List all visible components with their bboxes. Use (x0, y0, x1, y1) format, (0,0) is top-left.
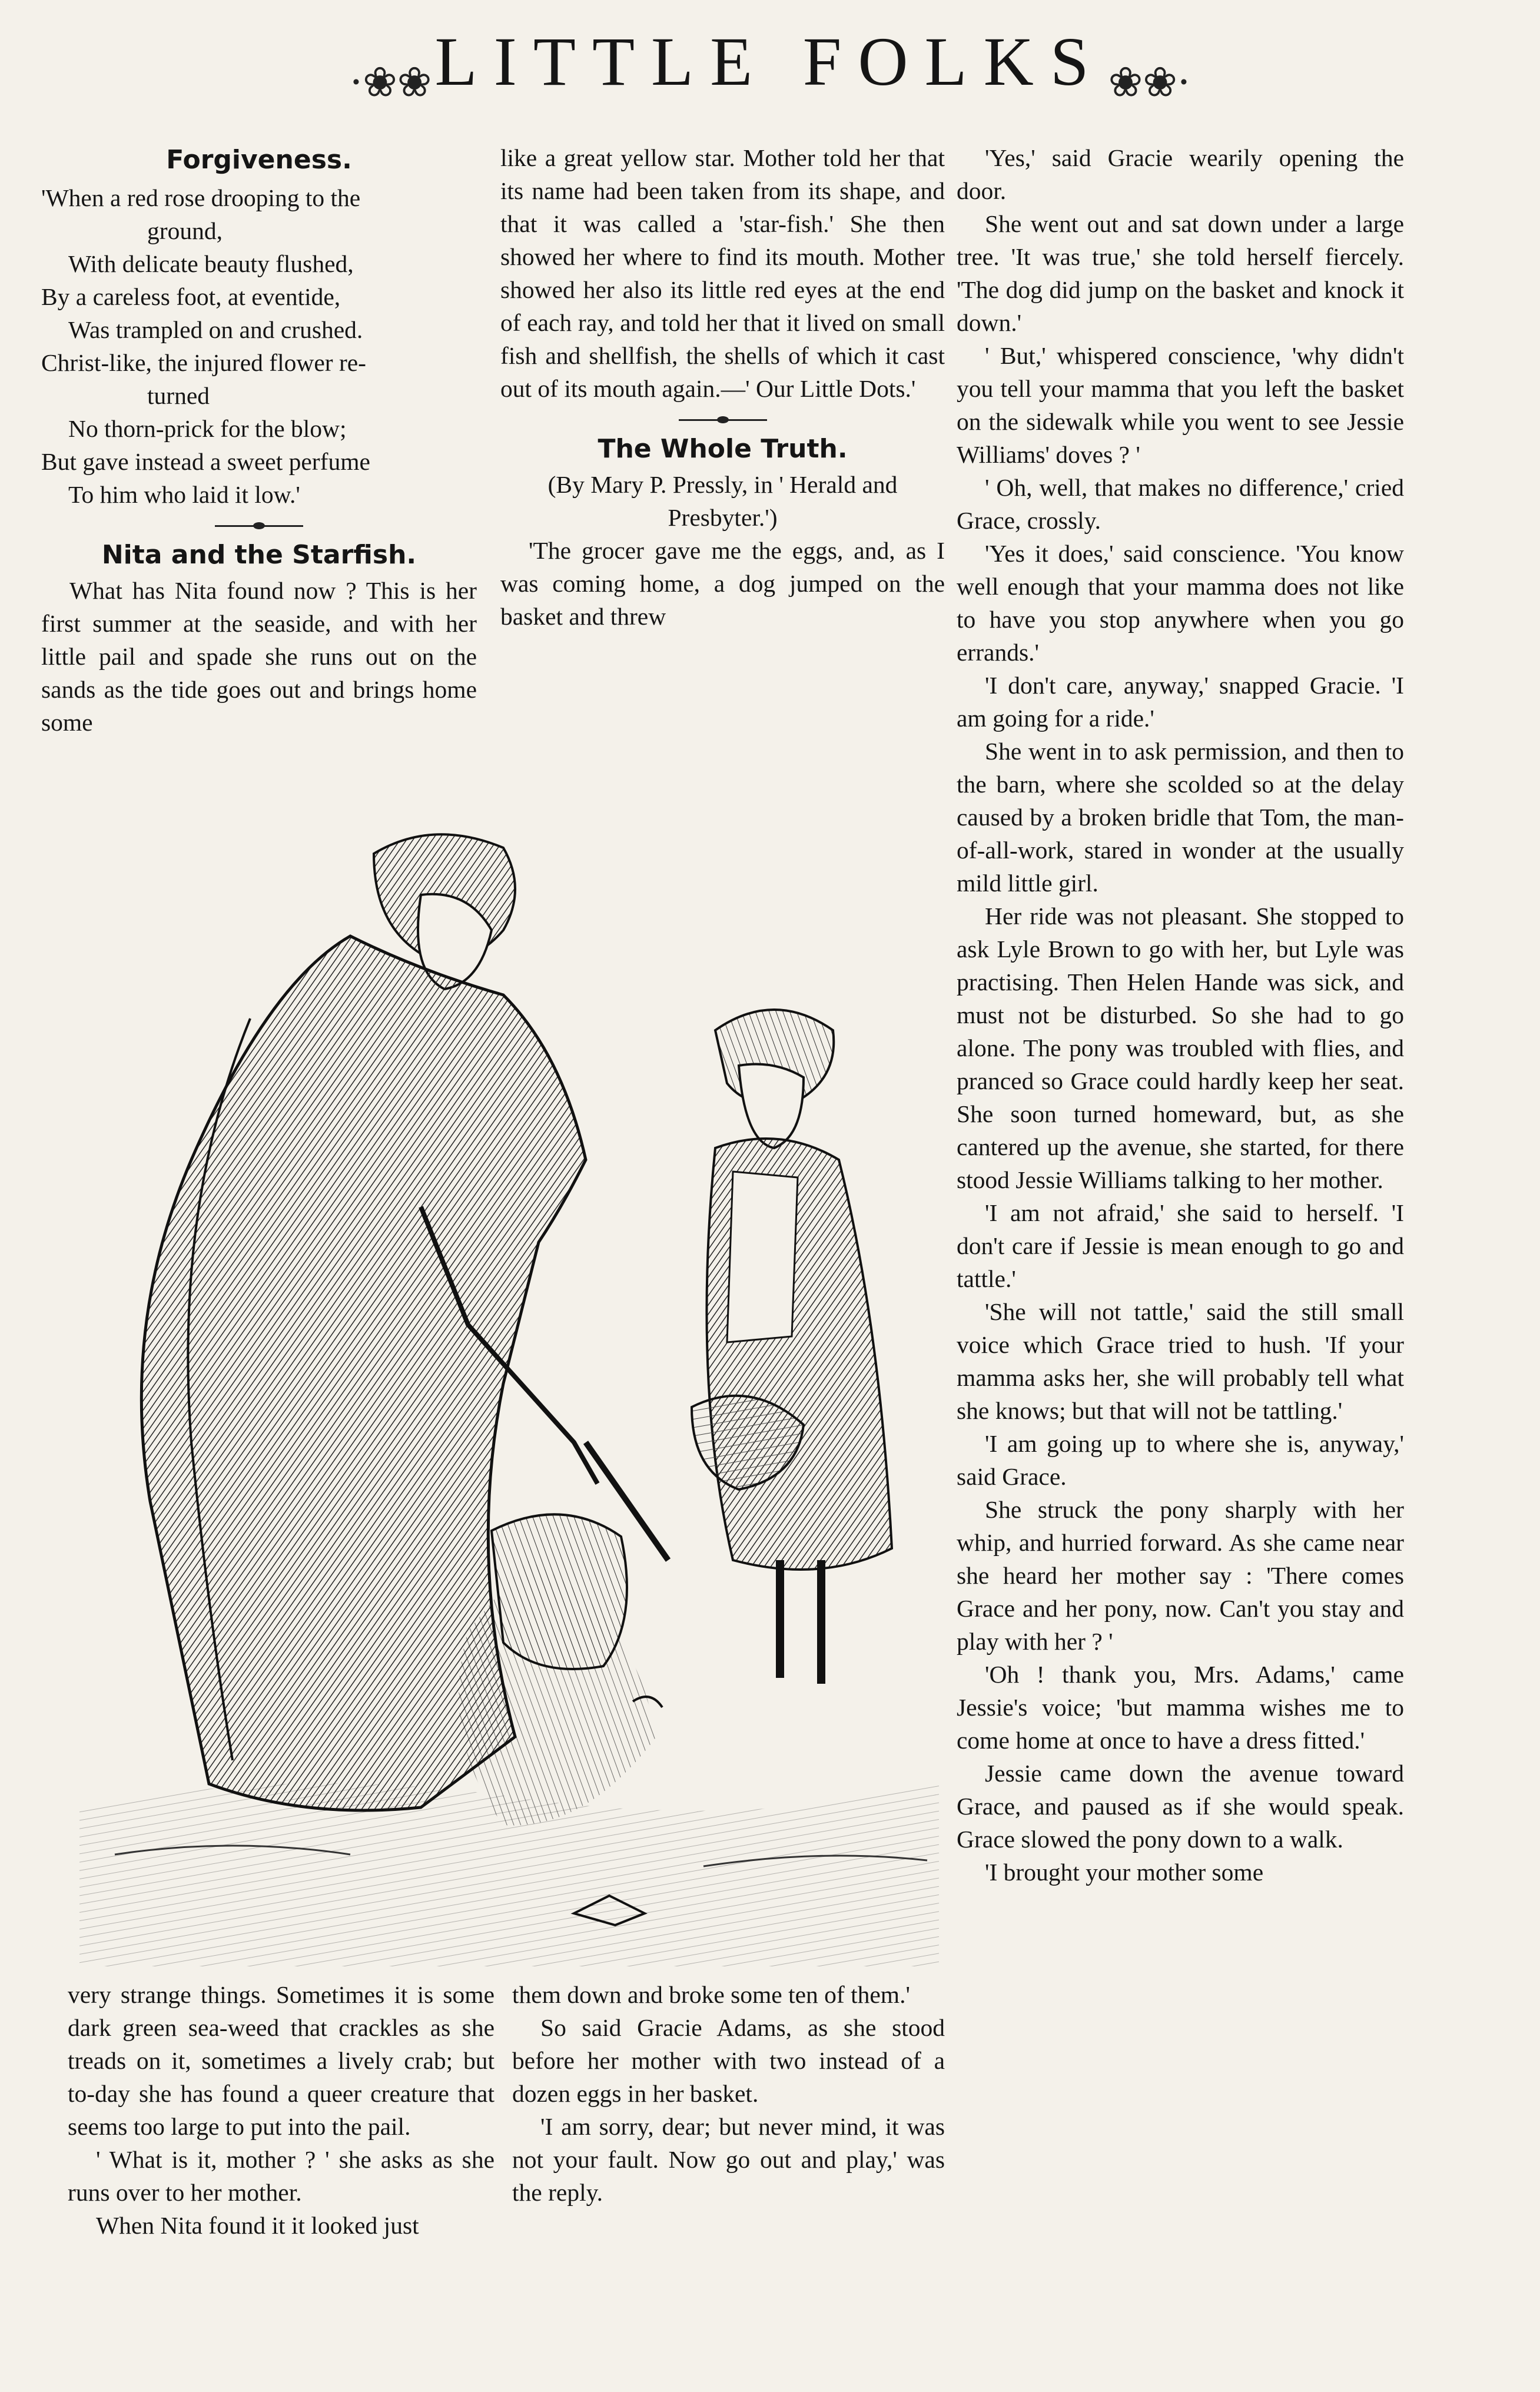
story-paragraph: 'Oh ! thank you, Mrs. Adams,' came Jessie's voice; 'but mamma wishes me to come home at once to have a dress fitted.' (957, 1661, 1404, 1754)
story-title-starfish: Nita and the Starfish. (101, 540, 417, 570)
ornament-right-icon: ❀❀· (1108, 58, 1191, 107)
story-title-whole-truth: The Whole Truth. (598, 434, 848, 464)
divider (679, 419, 767, 421)
illustration-mother-and-child (56, 795, 957, 1966)
story-paragraph: Jessie came down the avenue toward Grace, and paused as if she would speak. Grace slowed the pony down to a walk. (957, 1760, 1404, 1853)
story-paragraph: very strange things. Sometimes it is some dark green sea-weed that crackles as she treads on it, sometimes a lively crab; but to-day she has found a queer creature that seems too large to put into the pail. (68, 1981, 494, 2140)
story-paragraph: 'I am sorry, dear; but never mind, it was not your fault. Now go out and play,' was the reply. (512, 2113, 945, 2206)
poem-line: 'When a red rose drooping to the (41, 184, 361, 211)
child-figure (692, 1010, 892, 1684)
poem-title: Forgiveness. (166, 145, 352, 175)
story-paragraph: 'She will not tattle,' said the still small voice which Grace tried to hush. 'If your mamma asks her, she will probably tell what she knows; but that will not be tattling.' (957, 1298, 1404, 1424)
column-2-bottom (512, 1978, 945, 2308)
byline: (By Mary P. Pressly, in ' Herald and Presbyter.') (547, 471, 898, 531)
divider (215, 525, 303, 527)
story-paragraph: 'I am not afraid,' she said to herself. 'I don't care if Jessie is mean enough to go and tattle.' (957, 1199, 1404, 1292)
story-paragraph: 'I brought your mother some (985, 1859, 1264, 1886)
ornament-left-icon: ·❀❀ (349, 58, 432, 107)
story-paragraph: ' But,' whispered conscience, 'why didn't you tell your mamma that you left the basket on the sidewalk while you went to see Jessie Williams' doves ? ' (957, 342, 1404, 468)
story-paragraph: So said Gracie Adams, as she stood before her mother with two instead of a dozen eggs in her basket. (512, 2014, 945, 2107)
column-2-top (500, 141, 945, 765)
story-paragraph: When Nita found it it looked just (96, 2212, 419, 2239)
poem-line: Christ-like, the injured flower re- (41, 349, 367, 376)
story-paragraph: She struck the pony sharply with her whip, and hurried forward. As she came near she heard her mother say : 'There comes Grace and her pony, now. Can't you stay and play with her ? ' (957, 1496, 1404, 1655)
column-1-top (41, 141, 477, 765)
poem-line: Was trampled on and crushed. (68, 316, 363, 343)
story-paragraph: 'The grocer gave me the eggs, and, as I was coming home, a dog jumped on the basket and threw (500, 537, 945, 630)
story-paragraph: 'Yes,' said Gracie wearily opening the door. (957, 144, 1404, 204)
story-paragraph: them down and broke some ten of them.' (512, 1981, 910, 2008)
story-paragraph: What has Nita found now ? This is her first summer at the seaside, and with her little pail and spade she runs out on the sands as the tide goes out and brings home some (41, 577, 477, 736)
poem-line: To him who laid it low.' (68, 481, 300, 508)
story-paragraph: like a great yellow star. Mother told her that its name had been taken from its shape, and that it was called a 'star-fish.' She then showed her where to find its mouth. Mother showed her also its little red eyes at the end of each ray, and told her that it lived on small fish and shellfish, the shells of which it cast out of its mouth again.—' Our Little Dots.' (500, 144, 945, 402)
story-paragraph: 'I am going up to where she is, anyway,' said Grace. (957, 1430, 1404, 1490)
poem-line: By a careless foot, at eventide, (41, 283, 341, 310)
poem-line: No thorn-prick for the blow; (68, 415, 347, 442)
story-paragraph: Her ride was not pleasant. She stopped to ask Lyle Brown to go with her, but Lyle was practising. Then Helen Hande was sick, and must not be disturbed. So she had to go alone. The pony was troubled with flies, and pranced so Grace could hardly keep her seat. She soon turned homeward, but, as she cantered up the avenue, she started, for there stood Jessie Williams talking to her mother. (957, 903, 1404, 1193)
masthead (0, 12, 1540, 112)
story-paragraph: 'Yes it does,' said conscience. 'You know well enough that your mamma does not like to have you stop anywhere when you go errands.' (957, 540, 1404, 666)
story-paragraph: She went in to ask permission, and then to the barn, where she scolded so at the delay caused by a broken bridle that Tom, the man-of-all-work, stared in wonder at the usually mild little girl. (957, 738, 1404, 897)
story-paragraph: 'I don't care, anyway,' snapped Gracie. 'I am going for a ride.' (957, 672, 1404, 732)
column-3 (957, 141, 1404, 2320)
story-paragraph: ' What is it, mother ? ' she asks as she runs over to her mother. (68, 2146, 494, 2206)
story-paragraph: She went out and sat down under a large tree. 'It was true,' she told herself fiercely. 'The dog did jump on the basket and knock it down.' (957, 210, 1404, 336)
poem-line: ground, (147, 217, 223, 244)
page-title: LITTLE FOLKS (434, 23, 1106, 100)
story-paragraph: ' Oh, well, that makes no difference,' cried Grace, crossly. (957, 474, 1404, 534)
poem-line: turned (147, 382, 210, 409)
poem-line: But gave instead a sweet perfume (41, 448, 370, 475)
column-1-bottom (68, 1978, 494, 2308)
poem (41, 181, 477, 511)
poem-line: With delicate beauty flushed, (68, 250, 354, 277)
